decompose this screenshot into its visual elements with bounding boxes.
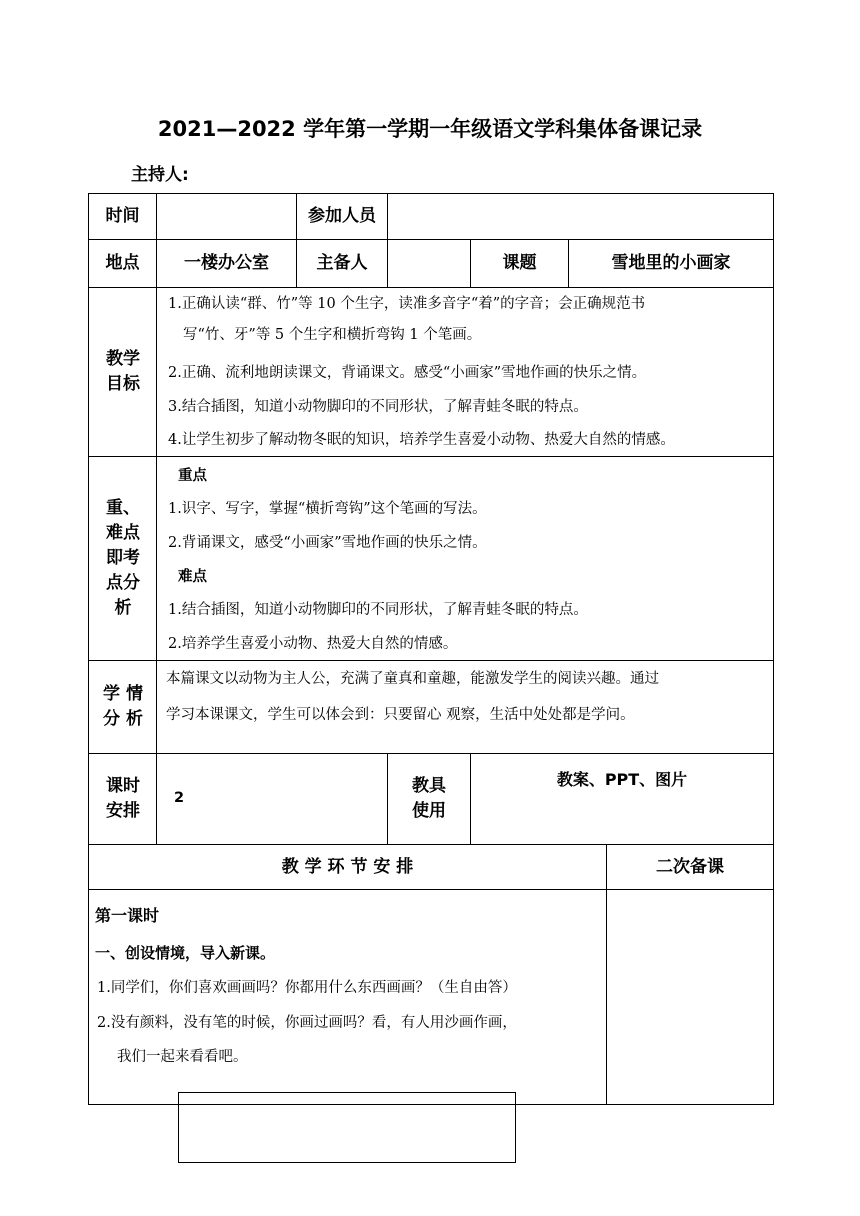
empty-box bbox=[178, 1092, 516, 1163]
topic-value: 雪地里的小画家 bbox=[611, 253, 731, 273]
page-title: 2021—2022 学年第一学期一年级语文学科集体备课记录 bbox=[157, 117, 703, 141]
difficulty-title: 难点 bbox=[178, 569, 207, 585]
hours-value: 2 bbox=[174, 790, 185, 806]
goal-line: 写“竹、牙”等 5 个生字和横折弯钩 1 个笔画。 bbox=[183, 327, 482, 343]
lesson-step: 一、创设情境，导入新课。 bbox=[95, 944, 276, 962]
goal-line: 1.正确认读“群、竹”等 10 个生字，读准多音字“着”的字音；会正确规范书 bbox=[168, 296, 646, 312]
goal-line: 2.正确、流利地朗读课文，背诵课文。感受“小画家”雪地作画的快乐之情。 bbox=[168, 365, 647, 381]
time-label: 时间 bbox=[105, 206, 140, 226]
goal-line: 4.让学生初步了解动物冬眠的知识，培养学生喜爱小动物、热爱大自然的情感。 bbox=[168, 432, 675, 448]
place-label: 地点 bbox=[105, 253, 140, 273]
focus-item: 1.识字、写字，掌握“横折弯钩”这个笔画的写法。 bbox=[168, 501, 487, 517]
place-value: 一楼办公室 bbox=[184, 253, 269, 273]
second-prep-header: 二次备课 bbox=[656, 856, 724, 877]
hours-label: 课时安排 bbox=[106, 776, 140, 821]
host-label: 主持人: bbox=[131, 165, 189, 185]
focus-item: 2.背诵课文，感受“小画家”雪地作画的快乐之情。 bbox=[168, 535, 487, 551]
tools-label: 教具使用 bbox=[412, 776, 446, 821]
difficulty-item: 1.结合插图，知道小动物脚印的不同形状，了解青蛙冬眠的特点。 bbox=[168, 602, 588, 618]
goal-line: 3.结合插图，知道小动物脚印的不同形状，了解青蛙冬眠的特点。 bbox=[168, 399, 588, 415]
goals-label: 教学目标 bbox=[106, 349, 140, 394]
focus-title: 重点 bbox=[178, 468, 207, 484]
topic-label: 课题 bbox=[502, 253, 537, 273]
lesson-line: 我们一起来看看吧。 bbox=[117, 1049, 248, 1065]
difficulty-item: 2.培养学生喜爱小动物、热爱大自然的情感。 bbox=[168, 636, 458, 652]
lesson-title: 第一课时 bbox=[95, 906, 160, 925]
participants-label: 参加人员 bbox=[308, 206, 376, 226]
analysis-label: 学 情 分 析 bbox=[103, 684, 143, 729]
lesson-line: 2.没有颜料，没有笔的时候，你画过画吗？看，有人用沙画作画， bbox=[97, 1015, 517, 1031]
analysis-line: 学习本课课文，学生可以体会到：只要留心 观察，生活中处处都是学问。 bbox=[166, 707, 635, 723]
analysis-line: 本篇课文以动物为主人公，充满了童真和童趣，能激发学生的阅读兴趣。通过 bbox=[166, 671, 659, 687]
preparer-label: 主备人 bbox=[316, 253, 368, 273]
lesson-line: 1.同学们，你们喜欢画画吗？你都用什么东西画画？（生自由答） bbox=[97, 980, 517, 996]
arrangement-header: 教 学 环 节 安 排 bbox=[281, 856, 414, 877]
key-points-label: 重、难点即考点分析 bbox=[106, 498, 140, 618]
tools-value: 教案、PPT、图片 bbox=[556, 770, 688, 789]
